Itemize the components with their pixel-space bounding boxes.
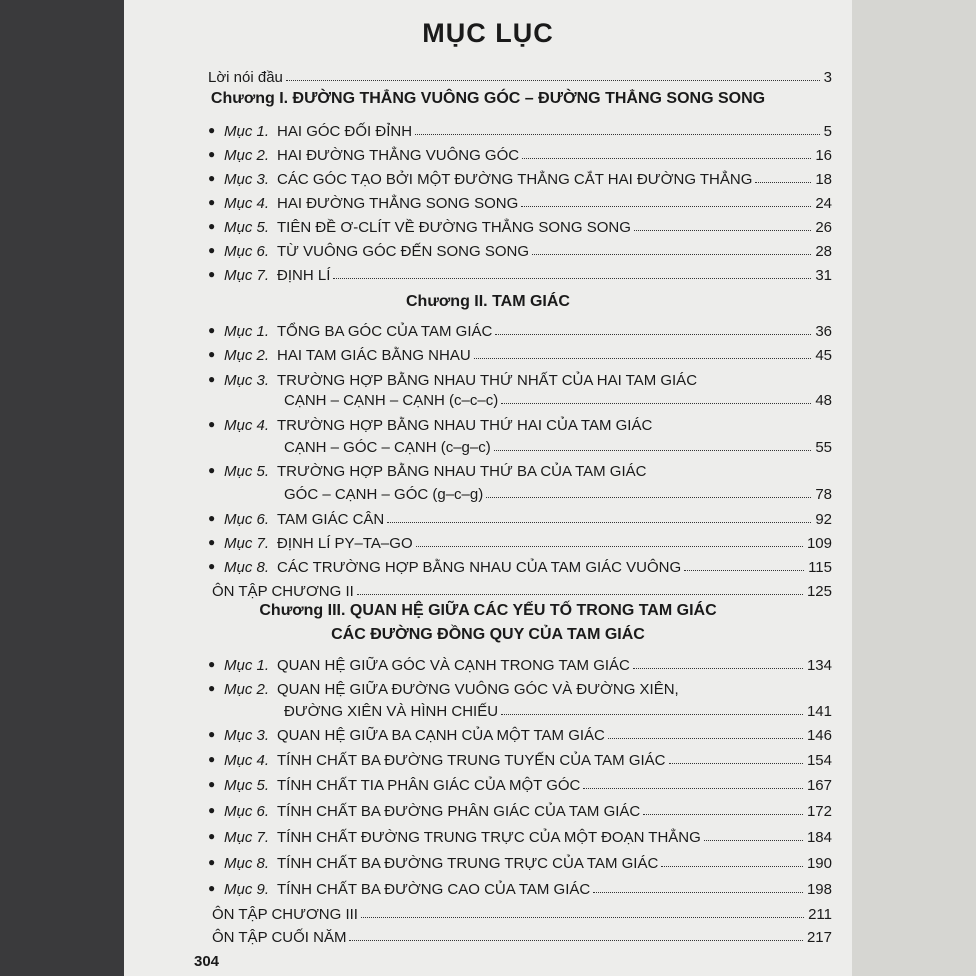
toc-entry: [208, 824, 832, 846]
toc-entry-text: CẠNH – CẠNH – CẠNH (c–c–c): [284, 392, 499, 409]
toc-entry: [208, 747, 832, 769]
toc-entry-text: QUAN HỆ GIỮA BA CẠNH CỦA MỘT TAM GIÁC: [277, 727, 605, 744]
toc-page-number: 184: [806, 829, 832, 846]
toc-entry: [208, 342, 832, 364]
section-label: Mục 2.: [224, 681, 270, 698]
dot-leader: [634, 230, 811, 231]
toc-entry-continuation: [284, 434, 832, 456]
toc-entry-text: CẠNH – GÓC – CẠNH (c–g–c): [284, 439, 491, 456]
bullet-icon: ●: [208, 535, 216, 549]
toc-entry-text: TÍNH CHẤT BA ĐƯỜNG CAO CỦA TAM GIÁC: [277, 881, 591, 898]
toc-entry: [208, 798, 832, 820]
chapter-3-subheading: CÁC ĐƯỜNG ĐỒNG QUY CỦA TAM GIÁC: [331, 626, 645, 643]
section-label: Mục 6.: [224, 511, 270, 528]
toc-page-number: 18: [815, 171, 832, 188]
dot-leader: [349, 940, 803, 941]
toc-entry: [208, 722, 832, 744]
toc-entry-text: CÁC GÓC TẠO BỞI MỘT ĐƯỜNG THẲNG CẮT HAI ĐƯỜNG THẲNG: [277, 171, 753, 188]
dot-leader: [501, 403, 811, 404]
bullet-icon: ●: [208, 195, 216, 209]
bullet-icon: ●: [208, 657, 216, 671]
toc-page-number: 141: [806, 703, 832, 720]
toc-entry: [208, 530, 832, 552]
toc-entry-preface: [208, 64, 832, 86]
toc-entry: [208, 367, 832, 389]
bullet-icon: ●: [208, 559, 216, 573]
section-label: Mục 4.: [224, 752, 270, 769]
toc-entry: [208, 412, 832, 434]
section-label: Mục 5.: [224, 777, 270, 794]
bullet-icon: ●: [208, 267, 216, 281]
toc-entry-text: TAM GIÁC CÂN: [277, 511, 385, 528]
dot-leader: [593, 892, 803, 893]
bullet-icon: ●: [208, 727, 216, 741]
dot-leader: [416, 546, 803, 547]
bullet-icon: ●: [208, 323, 216, 337]
dot-leader: [361, 917, 804, 918]
section-label: Mục 7.: [224, 535, 270, 552]
dot-leader: [357, 594, 803, 595]
toc-page-number: 3: [823, 69, 832, 86]
toc-entry-text: TỪ VUÔNG GÓC ĐẾN SONG SONG: [277, 243, 530, 260]
toc-page-number: 28: [815, 243, 832, 260]
bullet-icon: ●: [208, 147, 216, 161]
toc-entry-text: TRƯỜNG HỢP BẰNG NHAU THỨ BA CỦA TAM GIÁC: [277, 463, 647, 480]
toc-page-number: 211: [808, 906, 832, 923]
bullet-icon: ●: [208, 243, 216, 257]
dot-leader: [661, 866, 803, 867]
dot-leader: [704, 840, 803, 841]
toc-page-number: 167: [806, 777, 832, 794]
page-number: 304: [194, 953, 220, 970]
toc-entry: [208, 118, 832, 140]
toc-entry-text: ĐỊNH LÍ PY–TA–GO: [277, 535, 413, 552]
bullet-icon: ●: [208, 171, 216, 185]
toc-entry: [208, 458, 832, 480]
toc-page-number: 109: [806, 535, 832, 552]
chapter-2-heading: Chương II. TAM GIÁC: [406, 293, 570, 310]
toc-entry: [208, 554, 832, 576]
section-label: Mục 4.: [224, 195, 270, 212]
toc-page-number: 134: [806, 657, 832, 674]
toc-entry-text: HAI TAM GIÁC BẰNG NHAU: [277, 347, 471, 364]
dot-leader: [633, 668, 803, 669]
toc-page-number: 24: [815, 195, 832, 212]
toc-page-number: 16: [815, 147, 832, 164]
toc-entry-text: CÁC TRƯỜNG HỢP BẰNG NHAU CỦA TAM GIÁC VUÔNG: [277, 559, 682, 576]
toc-entry: [208, 652, 832, 674]
section-label: Mục 1.: [224, 123, 270, 140]
toc-page-number: 217: [806, 929, 832, 946]
toc-entry-review: [212, 578, 832, 600]
section-label: Mục 8.: [224, 855, 270, 872]
toc-entry: [208, 876, 832, 898]
bullet-icon: ●: [208, 829, 216, 843]
section-label: Mục 5.: [224, 463, 270, 480]
toc-entry-text: ĐỊNH LÍ: [277, 267, 331, 284]
bullet-icon: ●: [208, 417, 216, 431]
section-label: Mục 2.: [224, 147, 270, 164]
toc-page-number: 125: [806, 583, 832, 600]
toc-entry: [208, 772, 832, 794]
dot-leader: [583, 788, 803, 789]
toc-entry-continuation: [284, 481, 832, 503]
bullet-icon: ●: [208, 777, 216, 791]
dot-leader: [521, 206, 811, 207]
dot-leader: [669, 763, 803, 764]
bullet-icon: ●: [208, 511, 216, 525]
toc-page-number: 5: [823, 123, 832, 140]
toc-entry-final-review: [212, 924, 832, 946]
toc-entry-text: HAI GÓC ĐỐI ĐỈNH: [277, 123, 413, 140]
toc-page-number: 154: [806, 752, 832, 769]
dot-leader: [286, 80, 820, 81]
section-label: Mục 4.: [224, 417, 270, 434]
dot-leader: [333, 278, 811, 279]
toc-page-number: 48: [815, 392, 832, 409]
dot-leader: [522, 158, 811, 159]
toc-entry: [208, 142, 832, 164]
chapter-3-heading: Chương III. QUAN HỆ GIỮA CÁC YẾU TỐ TRONG TAM GIÁC: [259, 602, 717, 619]
bullet-icon: ●: [208, 881, 216, 895]
section-label: Mục 1.: [224, 323, 270, 340]
toc-entry-label: ÔN TẬP CUỐI NĂM: [212, 929, 347, 946]
dot-leader: [474, 358, 812, 359]
bullet-icon: ●: [208, 123, 216, 137]
chapter-1-heading: Chương I. ĐƯỜNG THẲNG VUÔNG GÓC – ĐƯỜNG THẲNG SONG SONG: [210, 90, 766, 107]
toc-entry-text: GÓC – CẠNH – GÓC (g–c–g): [284, 486, 484, 503]
toc-entry: [208, 214, 832, 236]
toc-entry-label: Lời nói đầu: [208, 69, 283, 86]
toc-entry-continuation: [284, 698, 832, 720]
section-label: Mục 8.: [224, 559, 270, 576]
section-label: Mục 7.: [224, 829, 270, 846]
section-label: Mục 7.: [224, 267, 270, 284]
toc-page-number: 198: [806, 881, 832, 898]
dot-leader: [486, 497, 811, 498]
toc-entry-text: TIÊN ĐỀ Ơ-CLÍT VỀ ĐƯỜNG THẲNG SONG SONG: [277, 219, 631, 236]
toc-entry-continuation: [284, 387, 832, 409]
section-label: Mục 6.: [224, 803, 270, 820]
toc-entry-text: QUAN HỆ GIỮA GÓC VÀ CẠNH TRONG TAM GIÁC: [277, 657, 630, 674]
bullet-icon: ●: [208, 347, 216, 361]
section-label: Mục 5.: [224, 219, 270, 236]
toc-entry-text: QUAN HỆ GIỮA ĐƯỜNG VUÔNG GÓC VÀ ĐƯỜNG XIÊN,: [277, 681, 679, 698]
dot-leader: [415, 134, 820, 135]
bullet-icon: ●: [208, 372, 216, 386]
bullet-icon: ●: [208, 803, 216, 817]
dot-leader: [494, 450, 812, 451]
toc-entry-text: TỔNG BA GÓC CỦA TAM GIÁC: [277, 323, 493, 340]
dot-leader: [501, 714, 803, 715]
toc-entry: [208, 262, 832, 284]
toc-entry-text: TÍNH CHẤT TIA PHÂN GIÁC CỦA MỘT GÓC: [277, 777, 581, 794]
toc-entry-label: ÔN TẬP CHƯƠNG III: [212, 906, 358, 923]
toc-entry-text: ĐƯỜNG XIÊN VÀ HÌNH CHIẾU: [284, 703, 499, 720]
toc-entry-text: TÍNH CHẤT BA ĐƯỜNG TRUNG TRỰC CỦA TAM GIÁC: [277, 855, 659, 872]
toc-page-number: 78: [815, 486, 832, 503]
toc-page-number: 92: [815, 511, 832, 528]
toc-entry: [208, 166, 832, 188]
dot-leader: [684, 570, 804, 571]
toc-page-number: 172: [806, 803, 832, 820]
toc-entry: [208, 850, 832, 872]
bullet-icon: ●: [208, 463, 216, 477]
dot-leader: [495, 334, 811, 335]
section-label: Mục 9.: [224, 881, 270, 898]
toc-entry-text: HAI ĐƯỜNG THẲNG VUÔNG GÓC: [277, 147, 520, 164]
toc-entry-text: TRƯỜNG HỢP BẰNG NHAU THỨ NHẤT CỦA HAI TAM GIÁC: [277, 372, 698, 389]
toc-entry-text: HAI ĐƯỜNG THẲNG SONG SONG: [277, 195, 519, 212]
toc-entry-text: TÍNH CHẤT BA ĐƯỜNG TRUNG TUYẾN CỦA TAM GIÁC: [277, 752, 666, 769]
facing-page: [852, 0, 976, 976]
toc-entry: [208, 238, 832, 260]
toc-page-number: 146: [806, 727, 832, 744]
toc-page-number: 36: [815, 323, 832, 340]
toc-page-number: 45: [815, 347, 832, 364]
book-page: [124, 0, 852, 976]
toc-page-number: 31: [815, 267, 832, 284]
dot-leader: [608, 738, 803, 739]
bullet-icon: ●: [208, 752, 216, 766]
toc-entry-label: ÔN TẬP CHƯƠNG II: [212, 583, 354, 600]
toc-entry: [208, 190, 832, 212]
section-label: Mục 1.: [224, 657, 270, 674]
toc-page-number: 190: [806, 855, 832, 872]
dot-leader: [643, 814, 803, 815]
toc-page-number: 26: [815, 219, 832, 236]
section-label: Mục 3.: [224, 171, 270, 188]
toc-page-number: 55: [815, 439, 832, 456]
dot-leader: [387, 522, 811, 523]
section-label: Mục 2.: [224, 347, 270, 364]
dot-leader: [532, 254, 811, 255]
bullet-icon: ●: [208, 855, 216, 869]
bullet-icon: ●: [208, 219, 216, 233]
dot-leader: [755, 182, 811, 183]
toc-entry: [208, 318, 832, 340]
toc-page-number: 115: [808, 559, 832, 576]
toc-entry-text: TRƯỜNG HỢP BẰNG NHAU THỨ HAI CỦA TAM GIÁC: [277, 417, 653, 434]
toc-entry: [208, 506, 832, 528]
section-label: Mục 3.: [224, 727, 270, 744]
page-title: MỤC LỤC: [422, 18, 554, 48]
toc-entry-text: TÍNH CHẤT ĐƯỜNG TRUNG TRỰC CỦA MỘT ĐOẠN THẲNG: [277, 829, 701, 846]
bullet-icon: ●: [208, 681, 216, 695]
section-label: Mục 3.: [224, 372, 270, 389]
toc-entry: [208, 676, 832, 698]
toc-entry-review: [212, 901, 832, 923]
toc-entry-text: TÍNH CHẤT BA ĐƯỜNG PHÂN GIÁC CỦA TAM GIÁC: [277, 803, 641, 820]
section-label: Mục 6.: [224, 243, 270, 260]
